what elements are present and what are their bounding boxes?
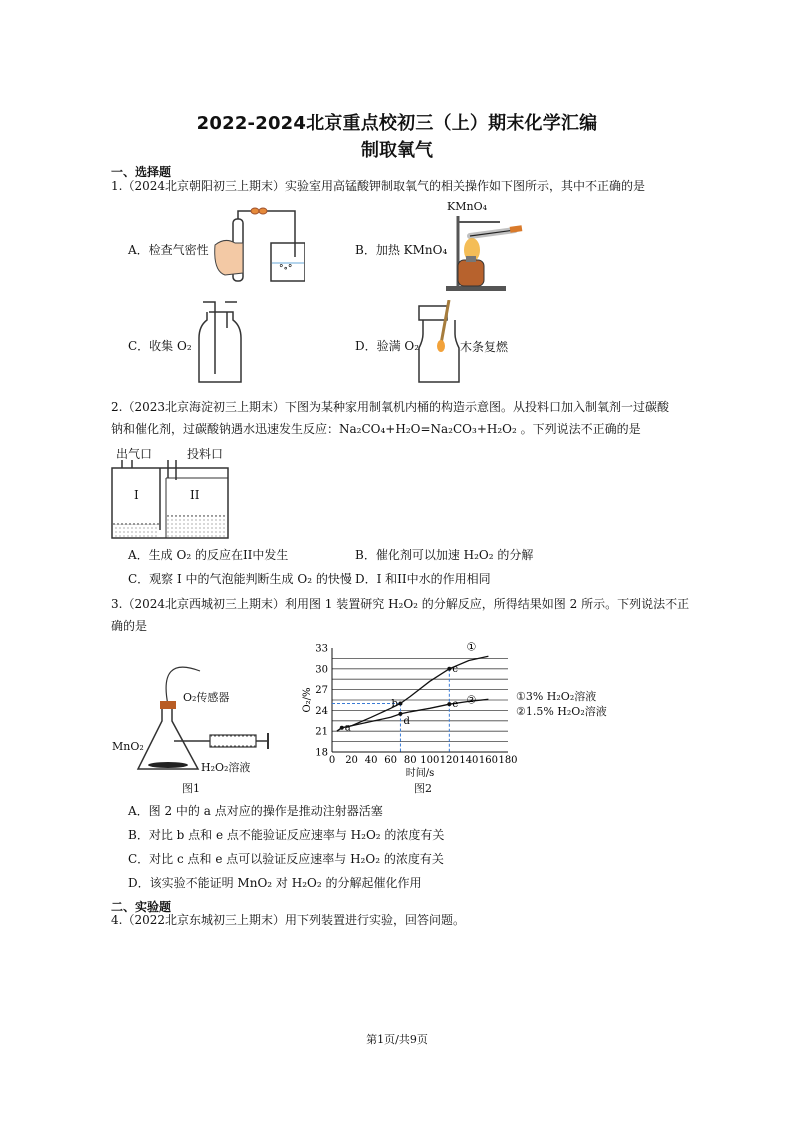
x-tick-label: 40: [364, 755, 378, 766]
kmno4-label: KMnO₄: [447, 200, 487, 213]
point-label: e: [452, 699, 459, 711]
outlet-label: 出气口: [116, 447, 153, 461]
y-tick-label: 27: [315, 685, 328, 697]
legend-series-2: ②1.5% H₂O₂溶液: [516, 705, 607, 718]
figure-2-caption: 图2: [414, 782, 432, 795]
x-tick-label: 60: [384, 755, 398, 766]
q3-option-a: A．图 2 中的 a 点对应的操作是推动注射器活塞: [128, 804, 383, 818]
x-tick-label: 80: [403, 755, 417, 766]
q2-option-d: D．I 和II中水的作用相同: [355, 572, 491, 586]
figure-1-apparatus: [110, 665, 280, 775]
x-tick-label: 0: [328, 755, 336, 766]
x-tick-label: 140: [459, 755, 479, 766]
figure-airtightness-check: [205, 205, 305, 285]
q1-option-a: A．检查气密性: [128, 243, 209, 257]
figure-full-test-o2: [415, 300, 465, 386]
q3-option-c: C．对比 c 点和 e 点可以验证反应速率与 H₂O₂ 的浓度有关: [128, 852, 444, 866]
o2-sensor-label: O₂传感器: [183, 691, 230, 704]
q1-option-c: C．收集 O₂: [128, 339, 192, 353]
section-heading-choice: 一、选择题: [111, 165, 172, 179]
x-axis-label: 时间/s: [405, 768, 435, 779]
figure-2-chart: [300, 640, 520, 780]
question-2-stem-line1: 2.（2023北京海淀初三上期末）下图为某种家用制氧机内桶的构造示意图。从投料口加入制氧剂一过碳酸: [111, 400, 669, 414]
q3-option-b: B．对比 b 点和 e 点不能验证反应速率与 H₂O₂ 的浓度有关: [128, 828, 445, 842]
point-label: a: [344, 722, 351, 734]
point-label: d: [403, 715, 410, 727]
question-3-stem-line1: 3.（2024北京西城初三上期末）利用图 1 装置研究 H₂O₂ 的分解反应，所得结果如图 2 所示。下列说法不正: [111, 597, 690, 611]
chamber-2-label: II: [190, 488, 200, 502]
x-tick-label: 20: [345, 755, 358, 766]
svg-text:°∘°: °∘°: [279, 264, 293, 274]
y-tick-label: 21: [315, 726, 328, 738]
data-point: [447, 702, 451, 706]
document-title: 2022-2024北京重点校初三（上）期末化学汇编: [196, 113, 598, 134]
point-label: b: [391, 698, 398, 710]
y-tick-label: 33: [315, 643, 328, 655]
point-label: c: [452, 663, 458, 675]
page-footer: 第1页/共9页: [366, 1033, 428, 1046]
question-4-stem: 4.（2022北京东城初三上期末）用下列装置进行实验，回答问题。: [111, 913, 465, 927]
x-tick-label: 160: [478, 755, 498, 766]
question-1-stem: 1.（2024北京朝阳初三上期末）实验室用高锰酸钾制取氧气的相关操作如下图所示，其中不正确的是: [111, 179, 645, 193]
data-point: [398, 712, 402, 716]
data-point: [340, 726, 344, 730]
figure-heating-kmno4: [440, 212, 530, 292]
y-tick-label: 18: [315, 747, 328, 759]
q1-option-b: B．加热 KMnO₄: [355, 243, 448, 257]
h2o2-solution-label: H₂O₂溶液: [201, 761, 251, 774]
document-subtitle: 制取氧气: [361, 140, 433, 161]
y-tick-label: 24: [315, 705, 328, 717]
x-tick-label: 120: [439, 755, 459, 766]
y-tick-label: 30: [315, 664, 328, 676]
section-heading-experiment: 二、实验题: [111, 900, 172, 914]
chamber-1-label: I: [134, 488, 139, 502]
y-axis-label: O₂/%: [302, 687, 313, 713]
question-3-stem-line2: 确的是: [111, 619, 148, 633]
legend-series-1: ①3% H₂O₂溶液: [516, 690, 597, 703]
data-point: [398, 701, 402, 705]
figure-collect-o2: [195, 298, 245, 386]
x-tick-label: 100: [420, 755, 440, 766]
mno2-label: MnO₂: [112, 740, 144, 753]
q1-option-d: D．验满 O₂: [355, 339, 420, 353]
inlet-label: 投料口: [187, 447, 224, 461]
q2-option-a: A．生成 O₂ 的反应在II中发生: [128, 548, 289, 562]
figure-oxygen-machine: [110, 458, 230, 540]
question-2-stem-line2: 钠和催化剂，过碳酸钠遇水迅速发生反应：Na₂CO₄+H₂O=Na₂CO₃+H₂O₂ 。下列说法不正确的是: [111, 422, 641, 436]
series-marker-1: ①: [466, 640, 477, 654]
data-point: [447, 667, 451, 671]
series-marker-2: ②: [466, 693, 477, 707]
q2-option-b: B．催化剂可以加速 H₂O₂ 的分解: [355, 548, 534, 562]
q3-option-d: D．该实验不能证明 MnO₂ 对 H₂O₂ 的分解起催化作用: [128, 876, 422, 890]
figure-1-caption: 图1: [182, 782, 200, 795]
splint-relit-label: 木条复燃: [460, 340, 509, 354]
q2-option-c: C．观察 I 中的气泡能判断生成 O₂ 的快慢: [128, 572, 352, 586]
x-tick-label: 180: [498, 755, 518, 766]
